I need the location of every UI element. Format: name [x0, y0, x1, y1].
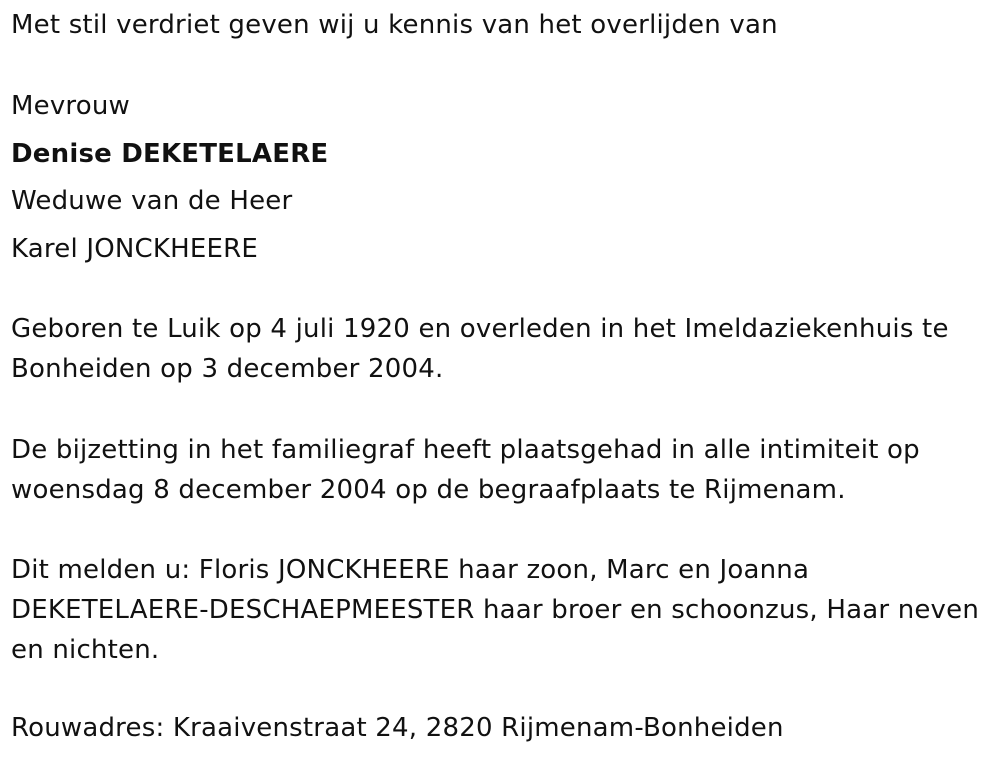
salutation: Mevrouw — [11, 91, 130, 121]
intro-text: Met stil verdriet geven wij u kennis van het overlijden van — [11, 10, 778, 40]
birth-death-line-1: Geboren te Luik op 4 juli 1920 en overleden in het Imeldaziekenhuis te — [11, 314, 949, 344]
mourning-address: Rouwadres: Kraaivenstraat 24, 2820 Rijmenam-Bonheiden — [11, 713, 784, 743]
announcers-line-1: Dit melden u: Floris JONCKHEERE haar zoon, Marc en Joanna — [11, 555, 810, 585]
spouse-prefix: Weduwe van de Heer — [11, 186, 293, 216]
birth-death-line-2: Bonheiden op 3 december 2004. — [11, 354, 444, 384]
spouse-name: Karel JONCKHEERE — [11, 234, 259, 264]
burial-line-1: De bijzetting in het familiegraf heeft plaatsgehad in alle intimiteit op — [11, 435, 920, 465]
announcers-line-2: DEKETELAERE-DESCHAEPMEESTER haar broer en schoonzus, Haar neven — [11, 595, 980, 625]
deceased-name: Denise DEKETELAERE — [11, 139, 329, 169]
announcers-line-3: en nichten. — [11, 635, 160, 665]
burial-line-2: woensdag 8 december 2004 op de begraafplaats te Rijmenam. — [11, 475, 846, 505]
